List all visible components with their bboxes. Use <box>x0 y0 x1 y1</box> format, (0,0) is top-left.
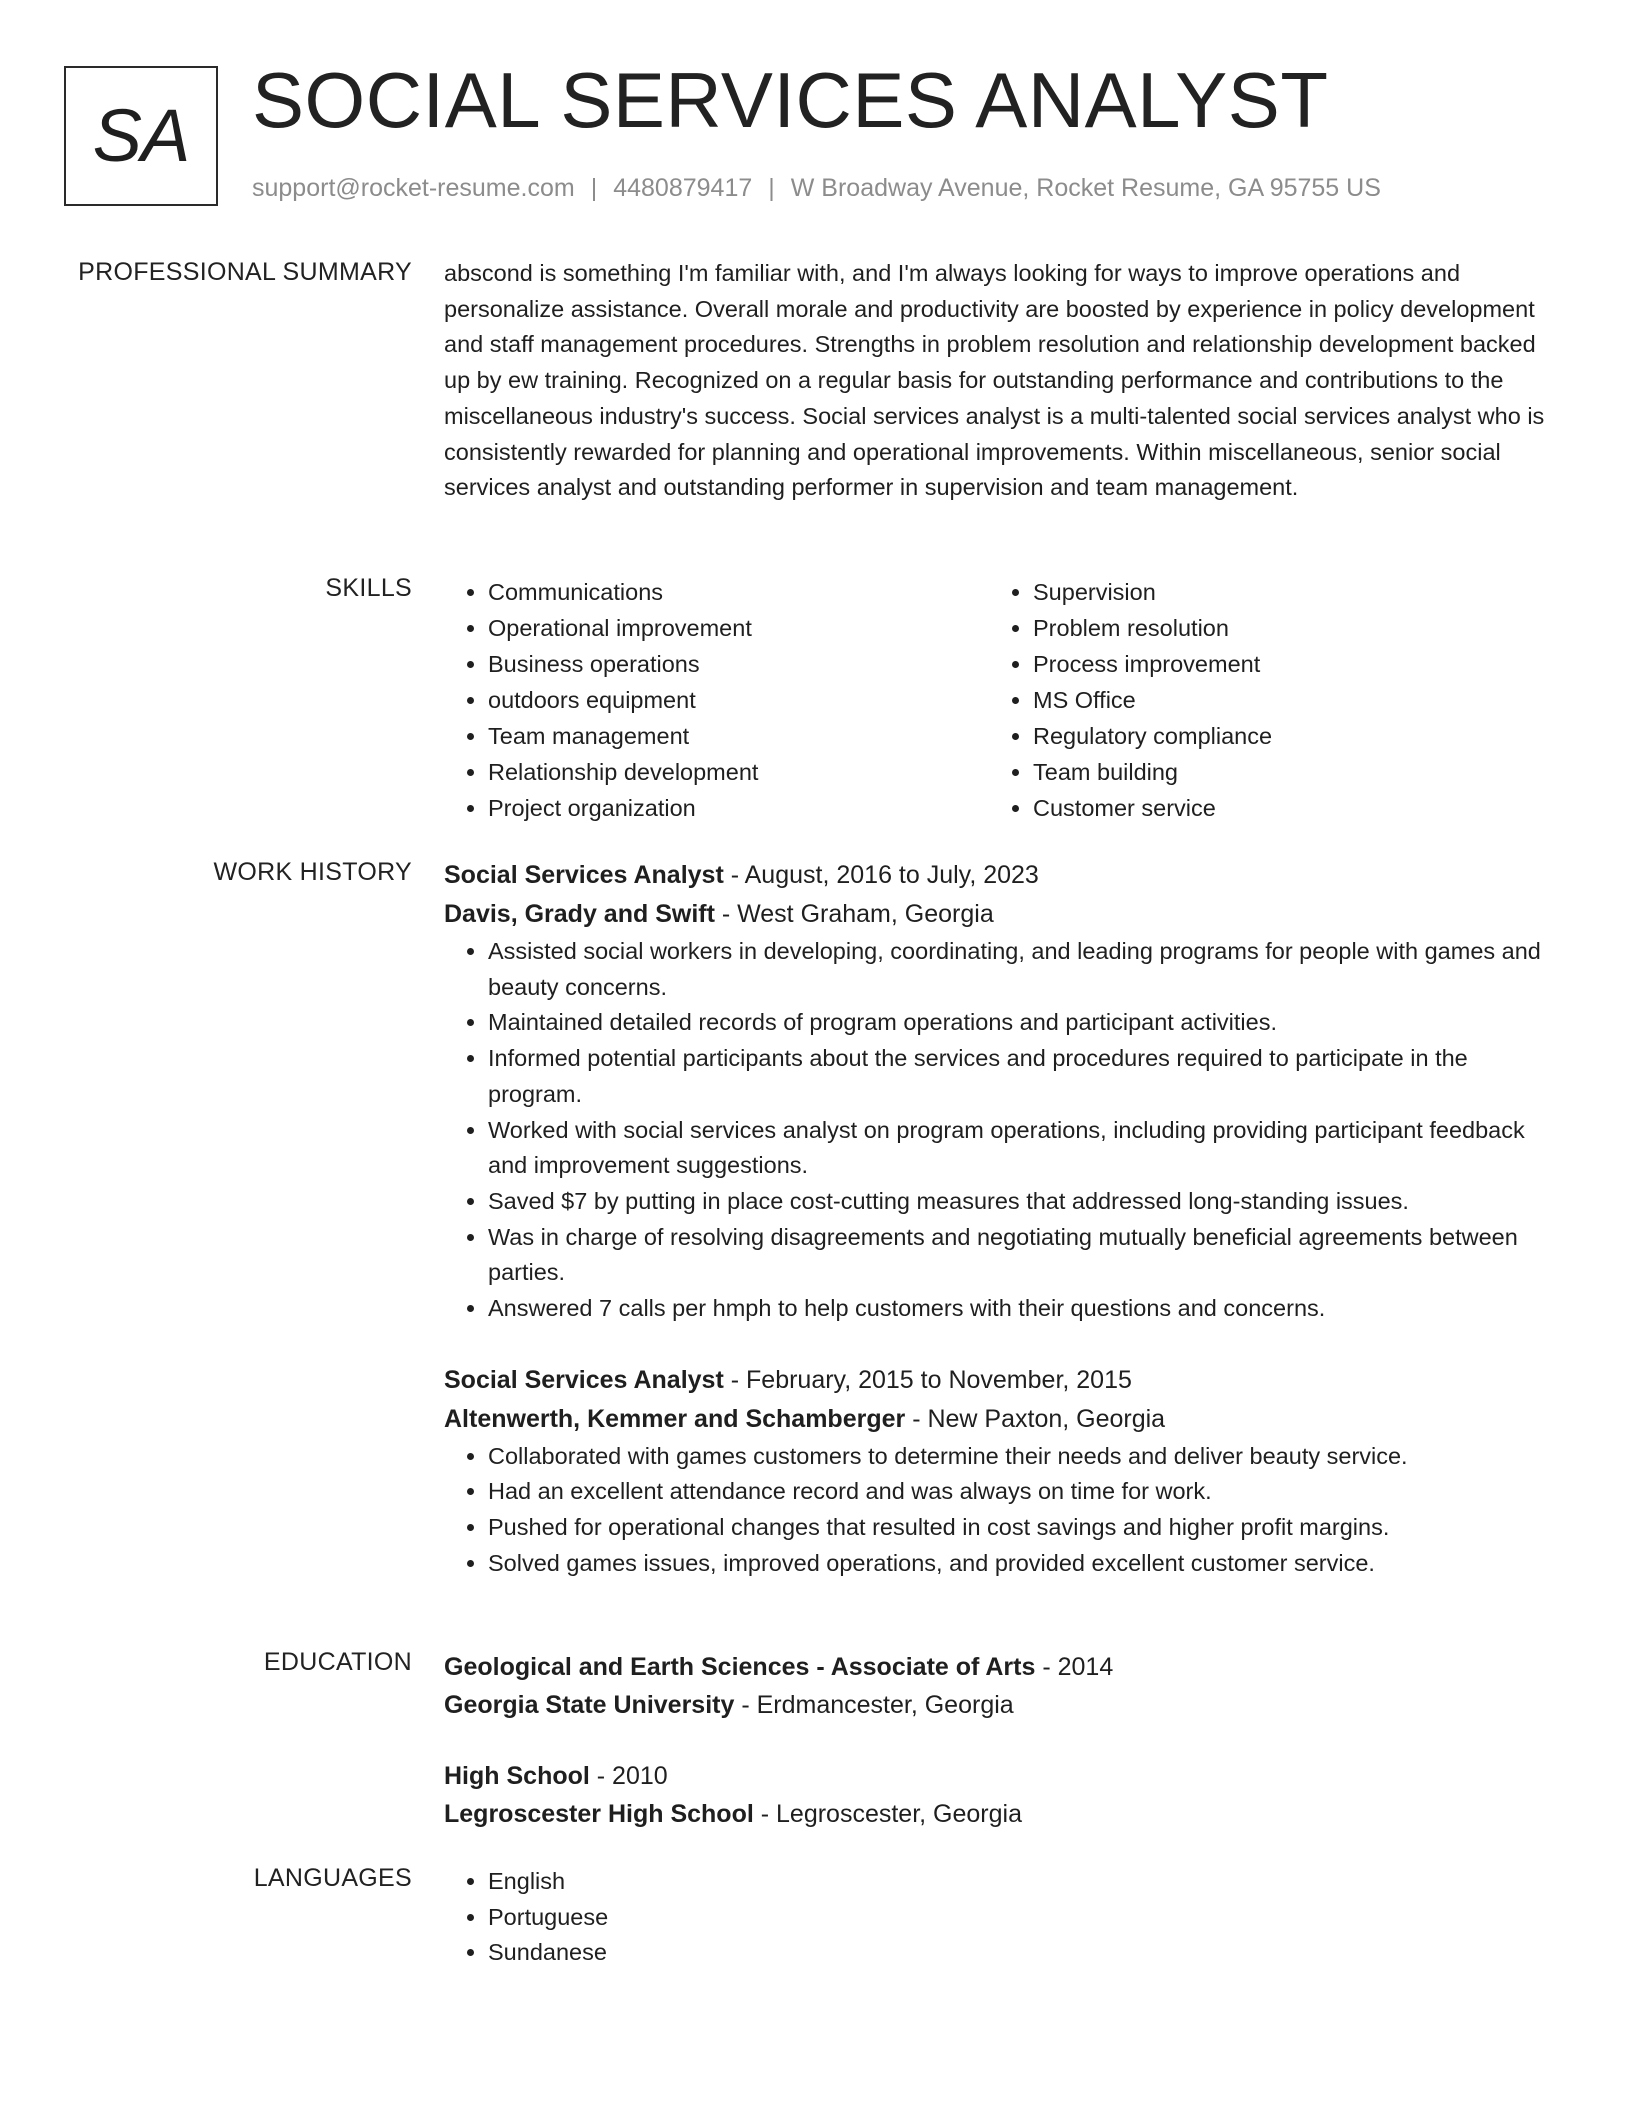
skill-item: • Relationship development <box>488 754 989 790</box>
job-bullet: • Had an excellent attendance record and was always on time for work. <box>488 1474 1560 1510</box>
monogram-initials: SA <box>92 94 190 177</box>
skill-item: • Supervision <box>1033 574 1534 610</box>
job-title-line <box>444 1361 1560 1400</box>
skills-list-left <box>444 574 989 826</box>
job-bullet: • Assisted social workers in developing, coordinating, and leading programs for people with games and beauty concerns. <box>488 934 1560 1005</box>
skill-item: • outdoors equipment <box>488 682 989 718</box>
section-label-education: EDUCATION <box>263 1648 412 1676</box>
skills-grid <box>444 574 1560 826</box>
skill-item: • Process improvement <box>1033 646 1534 682</box>
job-title: Social Services Analyst <box>444 861 724 889</box>
contact-address: W Broadway Avenue, Rocket Resume, GA 95755 US <box>790 174 1381 202</box>
job-company: Davis, Grady and Swift <box>444 900 715 928</box>
language-item: • Portuguese <box>488 1900 1560 1936</box>
languages-body <box>444 1864 1560 1971</box>
skill-item: • Problem resolution <box>1033 610 1534 646</box>
education-school: Georgia State University <box>444 1691 735 1719</box>
section-label-languages: LANGUAGES <box>253 1864 412 1892</box>
job-entry <box>444 856 1560 1327</box>
education-school-line <box>444 1795 1560 1833</box>
skill-item: • Regulatory compliance <box>1033 718 1534 754</box>
job-bullet: • Solved games issues, improved operations, and provided excellent customer service. <box>488 1546 1560 1582</box>
job-dates: - August, 2016 to July, 2023 <box>723 861 1039 889</box>
education-school: Legroscester High School <box>444 1800 754 1828</box>
education-location: - Erdmancester, Georgia <box>734 1691 1014 1719</box>
skill-item: • Customer service <box>1033 790 1534 826</box>
education-degree: Geological and Earth Sciences - Associate of Arts <box>444 1653 1036 1681</box>
skill-item: • Team management <box>488 718 989 754</box>
section-label-summary: PROFESSIONAL SUMMARY <box>78 258 412 286</box>
work-history-body <box>444 856 1560 1582</box>
skills-body <box>444 574 1560 826</box>
contact-phone: 4480879417 <box>613 174 753 202</box>
education-entry <box>444 1757 1560 1833</box>
language-item: • Sundanese <box>488 1935 1560 1971</box>
job-title-line <box>444 856 1560 895</box>
skill-item: • Project organization <box>488 790 989 826</box>
skills-column-right <box>989 574 1534 826</box>
job-bullet: • Pushed for operational changes that resulted in cost savings and higher profit margins. <box>488 1510 1560 1546</box>
education-year: - 2014 <box>1035 1653 1114 1681</box>
contact-line <box>252 174 1381 203</box>
skill-item: • Team building <box>1033 754 1534 790</box>
job-bullet-list <box>444 934 1560 1327</box>
candidate-title: SOCIAL SERVICES ANALYST <box>252 56 1329 144</box>
job-bullet: • Answered 7 calls per hmph to help customers with their questions and concerns. <box>488 1291 1560 1327</box>
summary-body <box>444 256 1560 506</box>
education-degree-line <box>444 1757 1560 1795</box>
job-entry <box>444 1361 1560 1582</box>
contact-separator: | <box>768 174 775 202</box>
language-item: • English <box>488 1864 1560 1900</box>
education-year: - 2010 <box>589 1762 668 1790</box>
job-company: Altenwerth, Kemmer and Schamberger <box>444 1404 906 1433</box>
languages-list <box>444 1864 1560 1971</box>
education-degree-line <box>444 1648 1560 1686</box>
job-company-line <box>444 1400 1560 1439</box>
skill-item: • Communications <box>488 574 989 610</box>
job-location: - West Graham, Georgia <box>714 900 994 928</box>
summary-text: abscond is something I'm familiar with, and I'm always looking for ways to improve operations and personalize assistance. Overall morale and productivity are boosted by experience in policy development and staff management procedures. Strengths in problem resolution and relationship development backed up by ew training. Recognized on a regular basis for outstanding performance and contributions to the miscellaneous industry's success. Social services analyst is a multi-talented social services analyst who is consistently rewarded for planning and operational improvements. Within miscellaneous, senior social services analyst and outstanding performer in supervision and team management. <box>444 260 1545 501</box>
education-body <box>444 1648 1560 1833</box>
section-label-skills: SKILLS <box>325 574 412 602</box>
job-bullet-list <box>444 1439 1560 1582</box>
skill-item: • MS Office <box>1033 682 1534 718</box>
education-entry <box>444 1648 1560 1724</box>
contact-separator: | <box>590 174 598 202</box>
job-bullet: • Worked with social services analyst on program operations, including providing participant feedback and improvement suggestions. <box>488 1113 1560 1184</box>
job-location: - New Paxton, Georgia <box>905 1404 1166 1433</box>
skills-column-left <box>444 574 989 826</box>
section-label-work: WORK HISTORY <box>213 858 412 886</box>
job-dates: - February, 2015 to November, 2015 <box>723 1365 1132 1394</box>
job-company-line <box>444 895 1560 934</box>
job-bullet: • Maintained detailed records of program operations and participant activities. <box>488 1005 1560 1041</box>
job-bullet: • Collaborated with games customers to determine their needs and deliver beauty service. <box>488 1439 1560 1475</box>
contact-email: support@rocket-resume.com <box>252 174 575 202</box>
education-school-line <box>444 1686 1560 1724</box>
job-title: Social Services Analyst <box>444 1365 724 1394</box>
skill-item: • Operational improvement <box>488 610 989 646</box>
monogram-badge <box>64 66 218 206</box>
job-bullet: • Was in charge of resolving disagreements and negotiating mutually beneficial agreements between parties. <box>488 1220 1560 1291</box>
job-bullet: • Saved $7 by putting in place cost-cutting measures that addressed long-standing issues. <box>488 1184 1560 1220</box>
skill-item: • Business operations <box>488 646 989 682</box>
education-location: - Legroscester, Georgia <box>753 1800 1022 1828</box>
skills-list-right <box>989 574 1534 826</box>
job-bullet: • Informed potential participants about the services and procedures required to participate in the program. <box>488 1041 1560 1112</box>
education-degree: High School <box>444 1762 590 1790</box>
